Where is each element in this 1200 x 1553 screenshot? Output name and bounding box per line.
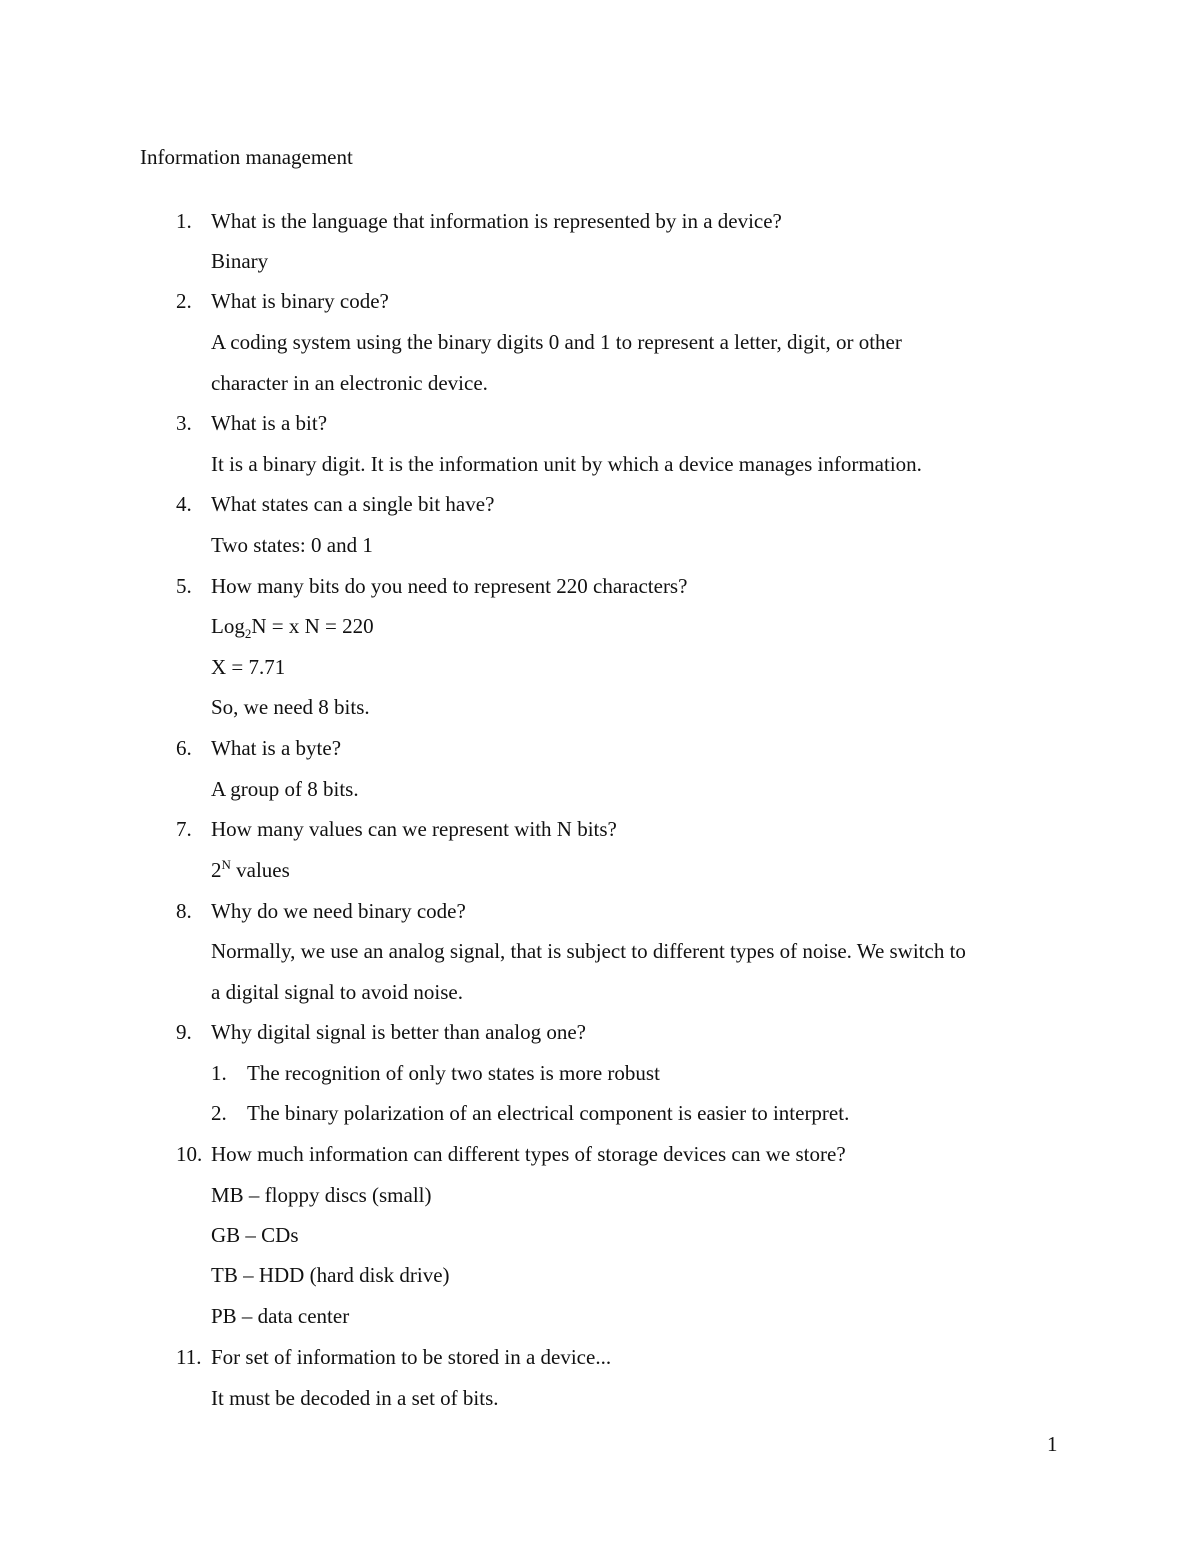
answer: MB – floppy discs (small) xyxy=(211,1183,432,1207)
question: What states can a single bit have? xyxy=(211,492,495,516)
power-rest: values xyxy=(230,858,290,882)
subitem-text: The binary polarization of an electrical component is easier to interpret. xyxy=(247,1101,850,1125)
question: What is a bit? xyxy=(211,411,328,435)
answer xyxy=(211,857,290,883)
item-number: 4. xyxy=(176,492,192,516)
question: What is a byte? xyxy=(211,736,342,760)
answer: A group of 8 bits. xyxy=(211,777,359,801)
answer: It is a binary digit. It is the information unit by which a device manages information. xyxy=(211,452,922,476)
answer: Binary xyxy=(211,249,269,273)
answer: So, we need 8 bits. xyxy=(211,695,370,719)
question: For set of information to be stored in a device... xyxy=(211,1345,612,1369)
item-number: 6. xyxy=(176,736,192,760)
power-base: 2 xyxy=(211,858,222,882)
subitem-number: 2. xyxy=(211,1101,227,1125)
answer: Normally, we use an analog signal, that is subject to different types of noise. We switch to xyxy=(211,939,966,963)
item-number: 8. xyxy=(176,899,192,923)
question: What is the language that information is represented by in a device? xyxy=(211,209,782,233)
formula xyxy=(211,613,374,642)
answer: a digital signal to avoid noise. xyxy=(211,980,463,1004)
answer: Two states: 0 and 1 xyxy=(211,533,373,557)
subitem-text: The recognition of only two states is more robust xyxy=(247,1061,660,1085)
item-number: 2. xyxy=(176,289,192,313)
question: How much information can different types of storage devices can we store? xyxy=(211,1142,846,1166)
document-title: Information management xyxy=(140,145,353,169)
item-number: 5. xyxy=(176,574,192,598)
answer: A coding system using the binary digits 0 and 1 to represent a letter, digit, or other xyxy=(211,330,902,354)
answer: character in an electronic device. xyxy=(211,371,488,395)
power-exponent: N xyxy=(221,857,231,872)
question: What is binary code? xyxy=(211,289,389,313)
question: Why do we need binary code? xyxy=(211,899,466,923)
page-number: 1 xyxy=(1047,1432,1058,1456)
item-number: 11. xyxy=(176,1345,202,1369)
answer: It must be decoded in a set of bits. xyxy=(211,1386,499,1410)
answer: GB – CDs xyxy=(211,1223,299,1247)
subitem-number: 1. xyxy=(211,1061,227,1085)
item-number: 3. xyxy=(176,411,192,435)
formula-log: Log xyxy=(211,614,245,638)
item-number: 10. xyxy=(176,1142,203,1166)
formula-base: 2 xyxy=(244,626,252,642)
answer: TB – HDD (hard disk drive) xyxy=(211,1263,450,1287)
answer: X = 7.71 xyxy=(211,655,286,679)
item-number: 7. xyxy=(176,817,192,841)
formula-rest: N = x N = 220 xyxy=(251,614,374,638)
item-number: 1. xyxy=(176,209,192,233)
question: How many values can we represent with N bits? xyxy=(211,817,617,841)
answer: PB – data center xyxy=(211,1304,350,1328)
item-number: 9. xyxy=(176,1020,192,1044)
question: How many bits do you need to represent 220 characters? xyxy=(211,574,688,598)
question: Why digital signal is better than analog one? xyxy=(211,1020,586,1044)
